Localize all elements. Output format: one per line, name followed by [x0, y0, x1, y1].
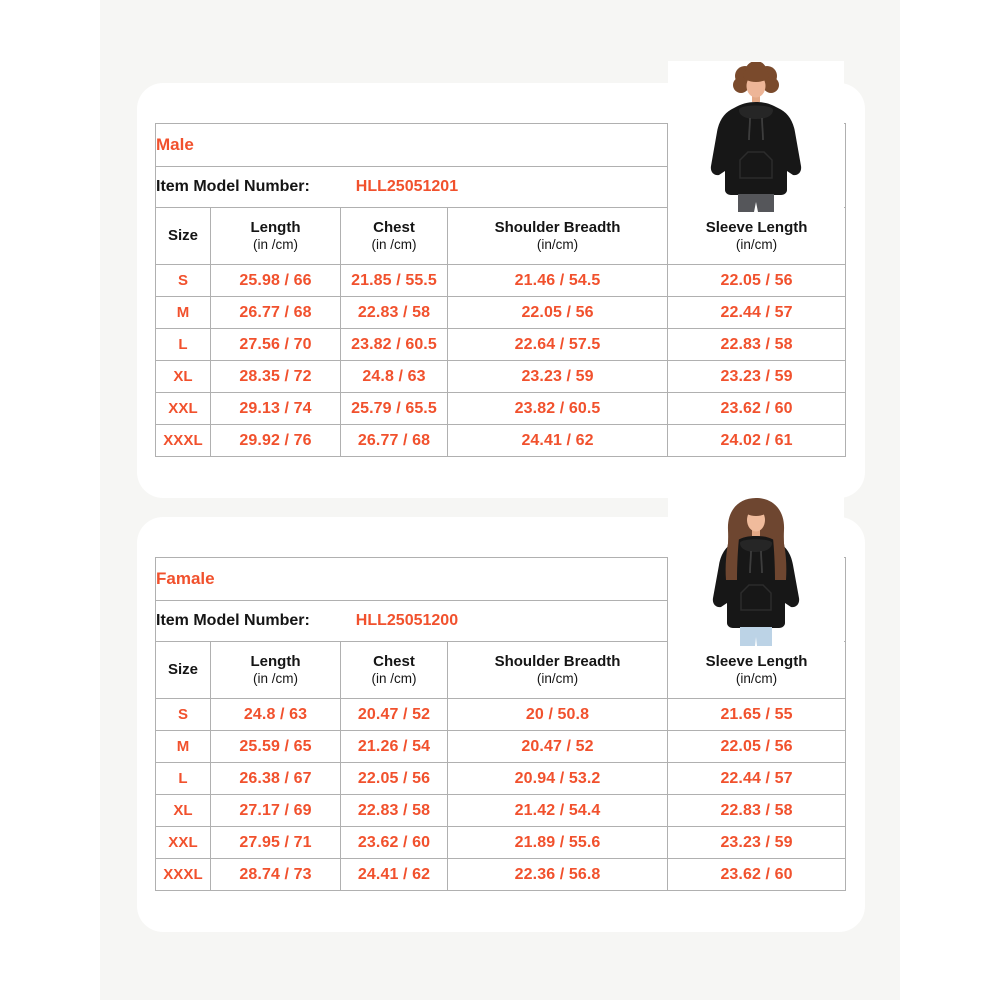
- content-band: [100, 0, 900, 1000]
- shoulder-cell: 23.23 / 59: [448, 361, 668, 393]
- size-row: [156, 297, 846, 329]
- shoulder-cell: 21.89 / 55.6: [448, 827, 668, 859]
- size-column-header: Size: [156, 642, 211, 699]
- male-model-photo: [668, 61, 844, 212]
- female-size-chart-card: [137, 517, 865, 932]
- chest-cell: 24.8 / 63: [341, 361, 448, 393]
- sleeve-cell: 23.62 / 60: [668, 393, 846, 425]
- model-number-label: Item Model Number:: [156, 178, 310, 195]
- length-cell: 26.38 / 67: [211, 763, 341, 795]
- sleeve-cell: 22.44 / 57: [668, 763, 846, 795]
- length-cell: 24.8 / 63: [211, 699, 341, 731]
- length-cell: 27.95 / 71: [211, 827, 341, 859]
- size-row: [156, 699, 846, 731]
- size-cell: XL: [156, 361, 211, 393]
- size-cell: XXXL: [156, 859, 211, 891]
- chest-cell: 24.41 / 62: [341, 859, 448, 891]
- male-size-chart-card: [137, 83, 865, 498]
- size-row: [156, 859, 846, 891]
- chest-cell: 22.05 / 56: [341, 763, 448, 795]
- sleeve-cell: 22.83 / 58: [668, 329, 846, 361]
- model-number-label: Item Model Number:: [156, 612, 310, 629]
- sleeve-column-header: Sleeve Length (in/cm): [668, 208, 846, 265]
- chest-column-header: Chest (in /cm): [341, 642, 448, 699]
- chest-cell: 21.85 / 55.5: [341, 265, 448, 297]
- shoulder-cell: 20 / 50.8: [448, 699, 668, 731]
- length-cell: 25.98 / 66: [211, 265, 341, 297]
- length-cell: 29.92 / 76: [211, 425, 341, 457]
- size-row: [156, 763, 846, 795]
- length-cell: 28.35 / 72: [211, 361, 341, 393]
- shoulder-column-header: Shoulder Breadth (in/cm): [448, 642, 668, 699]
- size-cell: S: [156, 265, 211, 297]
- length-cell: 27.56 / 70: [211, 329, 341, 361]
- chest-column-header: Chest (in /cm): [341, 208, 448, 265]
- sleeve-cell: 22.44 / 57: [668, 297, 846, 329]
- size-row: [156, 393, 846, 425]
- shoulder-column-header: Shoulder Breadth (in/cm): [448, 208, 668, 265]
- length-cell: 28.74 / 73: [211, 859, 341, 891]
- size-row: [156, 329, 846, 361]
- chest-cell: 21.26 / 54: [341, 731, 448, 763]
- sleeve-cell: 24.02 / 61: [668, 425, 846, 457]
- length-cell: 26.77 / 68: [211, 297, 341, 329]
- sleeve-cell: 22.05 / 56: [668, 731, 846, 763]
- column-header-row: [156, 642, 846, 699]
- column-header-row: [156, 208, 846, 265]
- sleeve-column-header: Sleeve Length (in/cm): [668, 642, 846, 699]
- female-model-photo: [668, 495, 844, 646]
- sleeve-cell: 23.62 / 60: [668, 859, 846, 891]
- length-column-header: Length (in /cm): [211, 208, 341, 265]
- female-model-illustration: [692, 496, 820, 646]
- size-row: [156, 731, 846, 763]
- chest-cell: 23.62 / 60: [341, 827, 448, 859]
- sleeve-cell: 23.23 / 59: [668, 361, 846, 393]
- size-cell: M: [156, 297, 211, 329]
- length-cell: 25.59 / 65: [211, 731, 341, 763]
- size-row: [156, 265, 846, 297]
- size-cell: L: [156, 763, 211, 795]
- chest-cell: 22.83 / 58: [341, 795, 448, 827]
- model-number-value: HLL25051201: [355, 178, 459, 195]
- chest-cell: 25.79 / 65.5: [341, 393, 448, 425]
- sleeve-cell: 22.83 / 58: [668, 795, 846, 827]
- size-cell: XXXL: [156, 425, 211, 457]
- length-column-header: Length (in /cm): [211, 642, 341, 699]
- shoulder-cell: 21.46 / 54.5: [448, 265, 668, 297]
- chest-cell: 26.77 / 68: [341, 425, 448, 457]
- size-row: [156, 425, 846, 457]
- shoulder-cell: 20.94 / 53.2: [448, 763, 668, 795]
- chest-cell: 22.83 / 58: [341, 297, 448, 329]
- size-cell: XXL: [156, 827, 211, 859]
- shoulder-cell: 21.42 / 54.4: [448, 795, 668, 827]
- model-number-value: HLL25051200: [355, 612, 459, 629]
- shoulder-cell: 24.41 / 62: [448, 425, 668, 457]
- size-cell: L: [156, 329, 211, 361]
- shoulder-cell: 22.05 / 56: [448, 297, 668, 329]
- length-cell: 27.17 / 69: [211, 795, 341, 827]
- size-row: [156, 361, 846, 393]
- shoulder-cell: 22.64 / 57.5: [448, 329, 668, 361]
- table-title: Famale: [156, 558, 668, 601]
- chest-cell: 23.82 / 60.5: [341, 329, 448, 361]
- size-column-header: Size: [156, 208, 211, 265]
- size-cell: M: [156, 731, 211, 763]
- male-model-illustration: [692, 62, 820, 212]
- chest-cell: 20.47 / 52: [341, 699, 448, 731]
- size-cell: XXL: [156, 393, 211, 425]
- size-row: [156, 827, 846, 859]
- sleeve-cell: 21.65 / 55: [668, 699, 846, 731]
- shoulder-cell: 20.47 / 52: [448, 731, 668, 763]
- shoulder-cell: 22.36 / 56.8: [448, 859, 668, 891]
- size-cell: S: [156, 699, 211, 731]
- sleeve-cell: 22.05 / 56: [668, 265, 846, 297]
- sleeve-cell: 23.23 / 59: [668, 827, 846, 859]
- size-row: [156, 795, 846, 827]
- size-cell: XL: [156, 795, 211, 827]
- length-cell: 29.13 / 74: [211, 393, 341, 425]
- shoulder-cell: 23.82 / 60.5: [448, 393, 668, 425]
- table-title: Male: [156, 124, 668, 167]
